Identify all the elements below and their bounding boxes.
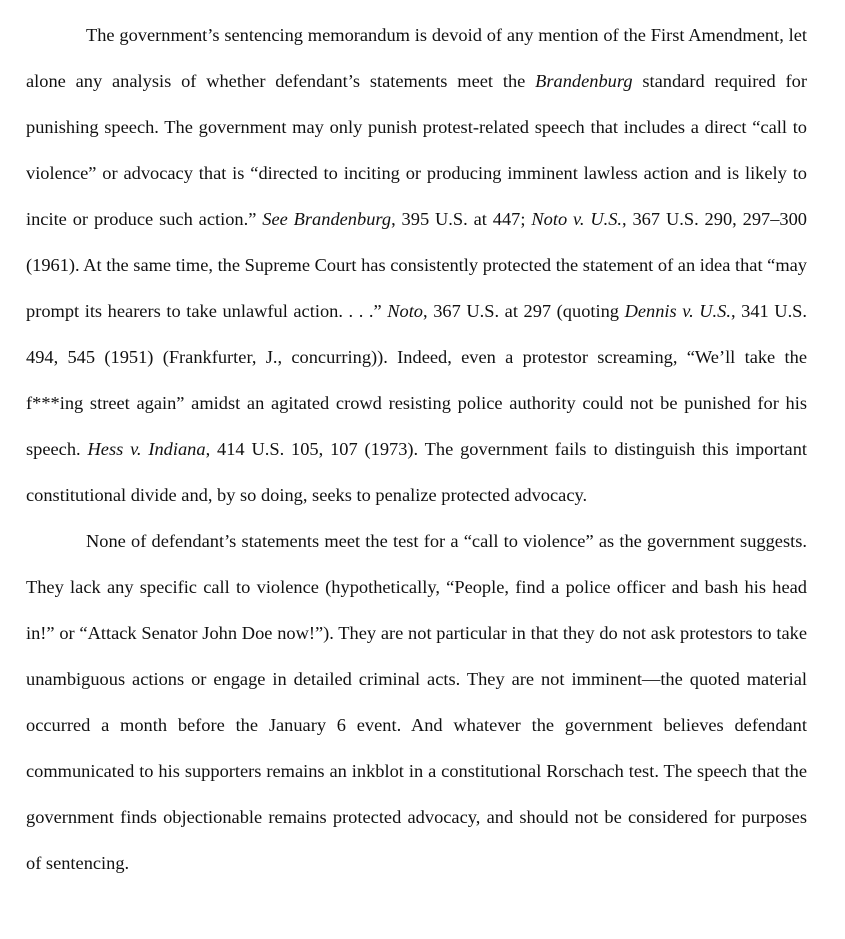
- case-citation: Brandenburg: [535, 71, 633, 91]
- case-citation: Hess v. Indiana: [87, 439, 206, 459]
- text-segment: , 414 U.S. 105, 107 (1973). The government fails to distinguish this important constitutional divide and, by so doing, seeks to penalize protected advocacy.: [26, 439, 807, 505]
- text-segment: None of defendant’s statements meet the test for a “call to violence” as the government suggests. They lack any specific call to violence (hypothetically, “People, find a police officer and bash his head in!” or “Attack Senator John Doe now!”). They are not particular in that they do not ask protestors to take unambiguous actions or engage in detailed criminal acts. They are not imminent—the quoted material occurred a month before the January 6 event. And whatever the government believes defendant communicated to his supporters remains an inkblot in a constitutional Rorschach test. The speech that the government finds objectionable remains protected advocacy, and should not be considered for purposes of sentencing.: [26, 531, 807, 873]
- text-segment: , 395 U.S. at 447;: [391, 209, 532, 229]
- paragraph-call-to-violence: [26, 518, 807, 886]
- text-segment: The government’s sentencing memorandum is devoid of any mention of the First Amendment, let alone any analysis of whether defendant’s statements meet the: [26, 25, 807, 91]
- text-segment: , 341 U.S. 494, 545 (1951) (Frankfurter, J., concurring)). Indeed, even a protestor screaming, “We’ll take the f***ing street again” amidst an agitated crowd resisting police authority could not be punished for his speech.: [26, 301, 807, 459]
- case-citation: Noto: [387, 301, 424, 321]
- text-segment: , 367 U.S. at 297 (quoting: [423, 301, 625, 321]
- text-segment: standard required for punishing speech. The government may only punish protest-related speech that includes a direct “call to violence” or advocacy that is “directed to inciting or producing imminent lawless action and is likely to incite or produce such action.”: [26, 71, 807, 229]
- case-citation: See Brandenburg: [262, 209, 392, 229]
- case-citation: Noto v. U.S.: [531, 209, 622, 229]
- text-segment: , 367 U.S. 290, 297–300 (1961). At the same time, the Supreme Court has consistently protected the statement of an idea that “may prompt its hearers to take unlawful action. . . .”: [26, 209, 807, 321]
- case-citation: Dennis v. U.S.: [624, 301, 731, 321]
- paragraph-first-amendment: [26, 12, 807, 518]
